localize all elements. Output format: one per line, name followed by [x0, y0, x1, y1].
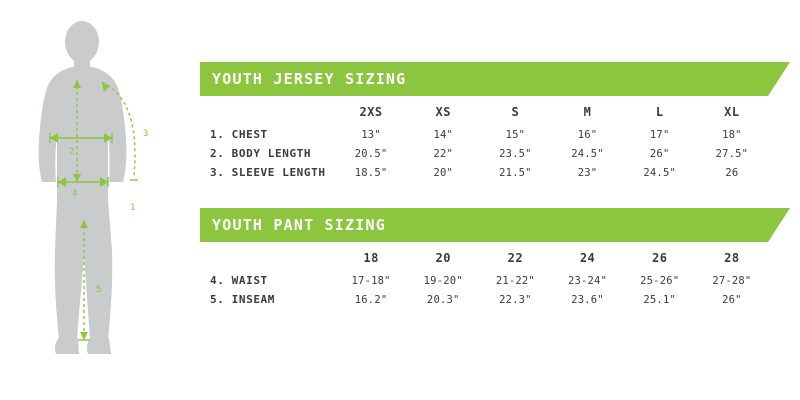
youth-pant-sizing-block — [200, 208, 768, 309]
jersey-cell-2-3: 23" — [577, 166, 598, 179]
jersey-cell-0-5: 18" — [722, 128, 742, 141]
callout-number-2: 2 — [69, 147, 75, 157]
jersey-cell-1-4: 26" — [649, 147, 670, 160]
table-row — [200, 290, 768, 309]
callout-number-3: 3 — [143, 129, 149, 139]
jersey-cell-1-0: 20.5" — [354, 147, 388, 160]
jersey-col-header-6: XL — [724, 105, 740, 119]
callout-number-1: 1 — [130, 203, 136, 213]
pant-col-header-2: 20 — [435, 251, 451, 265]
callout-number-5: 5 — [96, 285, 102, 295]
pant-cell-1-3: 23.6" — [571, 293, 604, 306]
pant-cell-1-2: 22.3" — [499, 293, 532, 306]
callout-number-4: 4 — [72, 189, 78, 199]
jersey-col-header-0 — [200, 102, 335, 125]
jersey-row-label-1: 2. BODY LENGTH — [210, 147, 312, 160]
jersey-cell-2-2: 21.5" — [499, 166, 532, 179]
pant-cell-0-3: 23-24" — [567, 274, 608, 287]
jersey-title: YOUTH JERSEY SIZING — [212, 70, 407, 88]
pant-row-label-1: 5. INSEAM — [210, 293, 276, 306]
jersey-cell-2-0: 18.5" — [354, 166, 388, 179]
jersey-cell-2-5: 26 — [725, 166, 739, 179]
jersey-cell-2-4: 24.5" — [643, 166, 676, 179]
pant-col-header-3: 22 — [507, 251, 524, 265]
jersey-cell-0-4: 17" — [649, 128, 670, 141]
jersey-cell-0-2: 15" — [505, 128, 526, 141]
pant-col-header-5: 26 — [651, 251, 668, 265]
pant-cell-0-5: 27-28" — [712, 274, 752, 287]
jersey-row-label-2: 3. SLEEVE LENGTH — [210, 166, 326, 179]
jersey-cell-0-3: 16" — [577, 128, 598, 141]
pant-cell-0-4: 25-26" — [640, 274, 680, 287]
jersey-cell-1-2: 23.5" — [499, 147, 532, 160]
jersey-cell-2-1: 20" — [433, 166, 454, 179]
pant-cell-1-0: 16.2" — [354, 293, 388, 306]
pant-cell-0-2: 21-22" — [495, 274, 535, 287]
jersey-header-row — [200, 102, 768, 125]
youth-jersey-sizing-block — [200, 62, 768, 182]
jersey-cell-1-5: 27.5" — [715, 147, 749, 160]
pant-cell-0-1: 19-20" — [423, 274, 463, 287]
pant-size-table — [200, 248, 768, 309]
jersey-cell-1-3: 24.5" — [571, 147, 604, 160]
pant-col-header-0 — [200, 248, 335, 271]
table-row — [200, 271, 768, 290]
table-row — [200, 125, 768, 144]
jersey-col-header-2: XS — [435, 105, 451, 119]
pant-title-band — [200, 208, 768, 242]
pant-cell-1-5: 26" — [722, 293, 742, 306]
pant-col-header-6: 28 — [724, 251, 740, 265]
pant-col-header-4: 24 — [579, 251, 596, 265]
jersey-size-table — [200, 102, 768, 182]
jersey-row-label-0: 1. CHEST — [210, 128, 268, 141]
jersey-cell-0-0: 13" — [361, 128, 381, 141]
jersey-cell-0-1: 14" — [433, 128, 454, 141]
pant-cell-0-0: 17-18" — [351, 274, 391, 287]
pant-header-row — [200, 248, 768, 271]
jersey-col-header-1: 2XS — [359, 105, 383, 119]
pant-cell-1-1: 20.3" — [426, 293, 460, 306]
jersey-title-band — [200, 62, 768, 96]
pant-row-label-0: 4. WAIST — [210, 274, 268, 287]
jersey-cell-1-1: 22" — [433, 147, 454, 160]
pant-title: YOUTH PANT SIZING — [212, 216, 386, 234]
body-measurement-figure — [12, 10, 192, 390]
table-row — [200, 144, 768, 163]
jersey-col-header-3: S — [511, 105, 520, 119]
jersey-col-header-4: M — [583, 105, 592, 119]
table-row — [200, 163, 768, 182]
pant-cell-1-4: 25.1" — [643, 293, 676, 306]
silhouette-shape — [39, 21, 127, 354]
pant-col-header-1: 18 — [363, 251, 379, 265]
jersey-col-header-5: L — [655, 105, 664, 119]
